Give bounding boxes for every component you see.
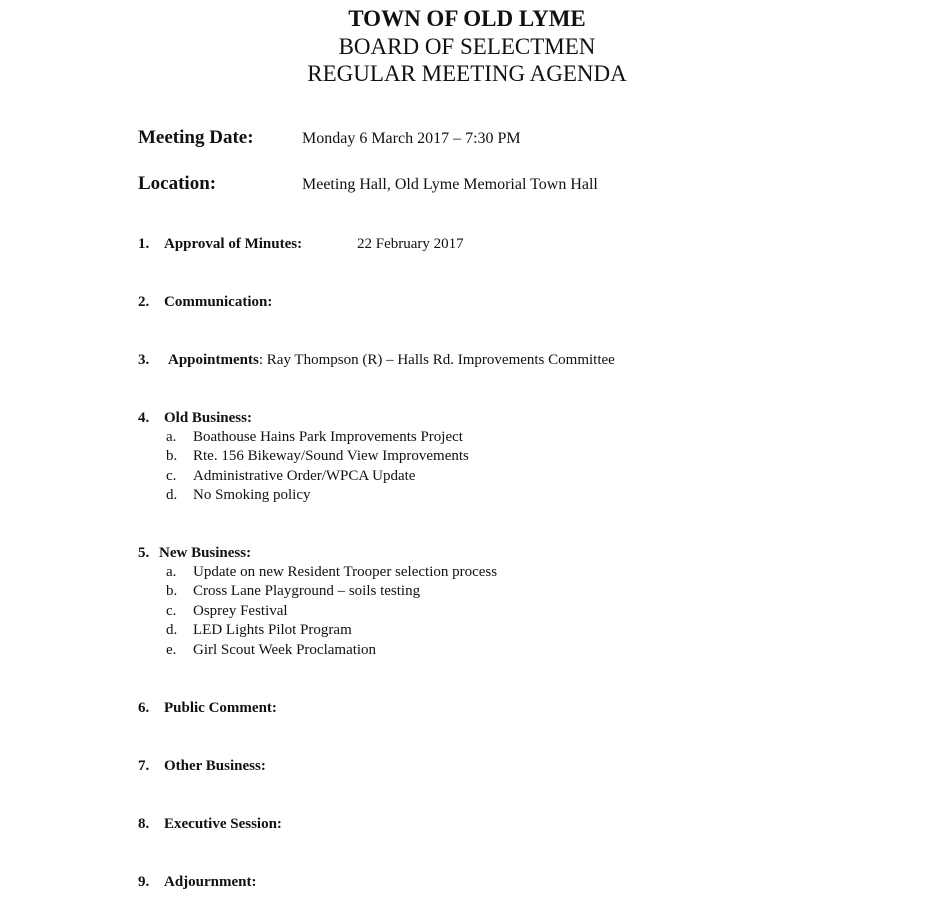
town-title: TOWN OF OLD LYME bbox=[348, 6, 586, 31]
location-value: Meeting Hall, Old Lyme Memorial Town Hall bbox=[302, 176, 598, 193]
meeting-date-value: Monday 6 March 2017 – 7:30 PM bbox=[302, 130, 521, 147]
agenda-document: TOWN OF OLD LYME BOARD OF SELECTMEN REGULAR MEETING AGENDA Meeting Date: Monday 6 March 2017 – 7:30 PM Location: Meeting Hall, Old Lyme Memorial Town Hall 1. Approval of Minutes: 22 February 2017 2. Communication: 3. Appointments: Ray Thompson (R) – Halls Rd. Improvements Committee 4. Old Business: a. Boathouse Hains Park Improvements Project b. Rte. 156 Bikeway/Sound View Improvements c. Administrative Order/WPCA Update d. No Smoking policy 5. New Business: a. Update on new Resident Trooper selection process b. Cross Lane Playground – soils testing c. Osprey Festival d. LED Lights Pilot Program e. Girl Scout Week Proclamation 6. Public Comment: 7. Other Business: 8. Executive Session: 9. Adjournment: bbox=[0, 0, 934, 899]
item-label: Approval of Minutes: bbox=[164, 236, 303, 252]
agenda-item-6 bbox=[138, 700, 277, 717]
board-title: BOARD OF SELECTMEN bbox=[338, 34, 596, 59]
item-label: Old Business: bbox=[164, 410, 252, 426]
agenda-item-3 bbox=[138, 352, 615, 369]
appointment-value: : Ray Thompson (R) – Halls Rd. Improvements Committee bbox=[258, 352, 615, 368]
agenda-title: REGULAR MEETING AGENDA bbox=[307, 61, 627, 86]
item-label: Public Comment: bbox=[164, 700, 277, 716]
item-number: 8. bbox=[138, 816, 150, 832]
item-number: 1. bbox=[138, 236, 150, 252]
item-number: 9. bbox=[138, 874, 150, 890]
meeting-date-label: Meeting Date: bbox=[138, 127, 254, 148]
item-number: 6. bbox=[138, 700, 150, 716]
item-label: Communication: bbox=[164, 294, 273, 310]
agenda-item-2 bbox=[138, 294, 272, 311]
item-label: Adjournment: bbox=[164, 874, 257, 890]
agenda-item-8 bbox=[138, 816, 282, 833]
item-label: Executive Session: bbox=[164, 816, 282, 832]
agenda-item-5 bbox=[138, 545, 251, 562]
agenda-item-7 bbox=[138, 758, 266, 775]
item-number: 3. bbox=[138, 352, 150, 368]
agenda-item-4 bbox=[138, 410, 252, 427]
item-label: Appointments bbox=[168, 352, 259, 368]
location-label: Location: bbox=[138, 173, 217, 194]
item-label: Other Business: bbox=[164, 758, 266, 774]
agenda-item-1 bbox=[138, 236, 302, 253]
agenda-item-9 bbox=[138, 874, 257, 891]
item-label: New Business: bbox=[159, 545, 252, 561]
item-number: 2. bbox=[138, 294, 150, 310]
item-number: 5. bbox=[138, 545, 150, 561]
approval-date-value: 22 February 2017 bbox=[357, 236, 464, 252]
item-number: 7. bbox=[138, 758, 150, 774]
item-number: 4. bbox=[138, 410, 150, 426]
